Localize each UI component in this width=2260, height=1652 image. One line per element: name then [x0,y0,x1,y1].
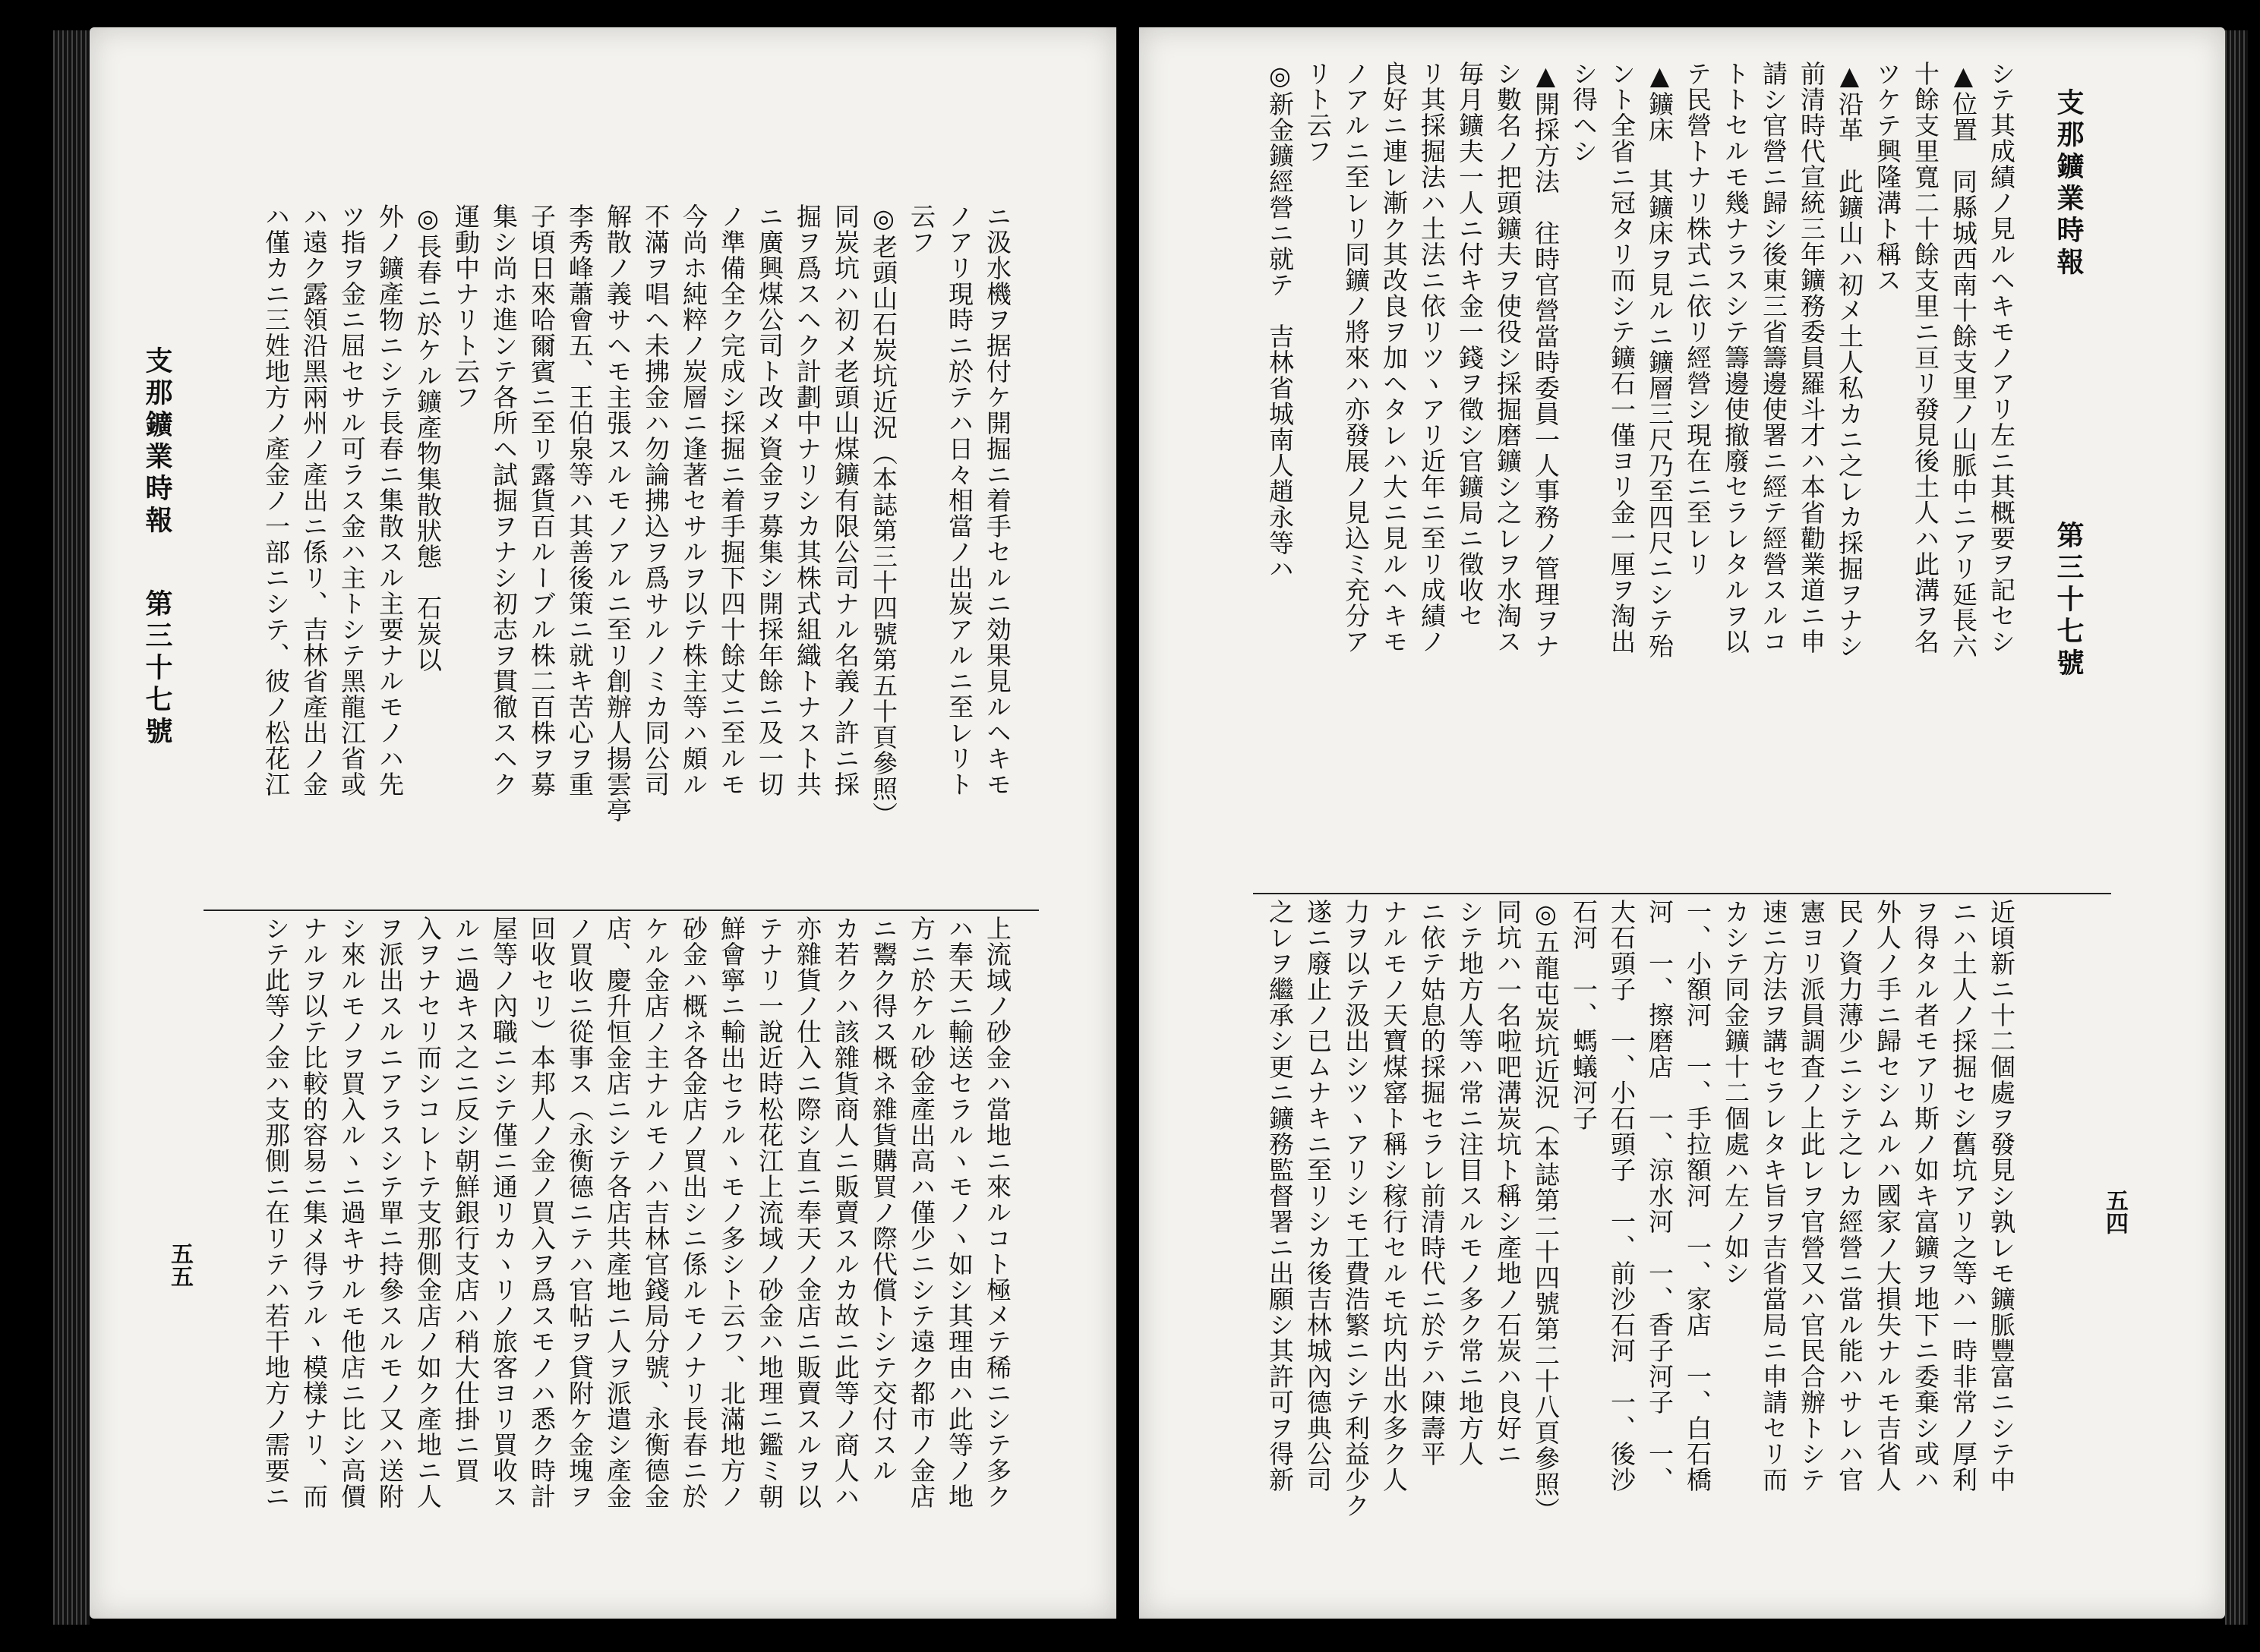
left-page [90,27,1116,1619]
page-number-right: 五四 [2101,1189,2128,1234]
right-lower-text: 近頃新ニ十二個處ヲ發見シ孰レモ鑛脈豐富ニシテ中 ニハ土人ノ採掘セシ舊坑アリ之等ハ一時非常ノ厚利 ヲ得タル者モアリ斯ノ如キ富鑛ヲ地下ニ委棄シ或ハ 外人ノ手ニ歸セシムルハ國家ノ大損失ナルモ吉省人 民ノ資力薄少ニシテ之レカ經營ニ當ル能ハサレハ官 憲ヨリ派員調査ノ上此レヲ官營又ハ官民合辦トシテ 速ニ方法ヲ講セラレタキ旨ヲ吉省當局ニ申請セリ而 カシテ同金鑛十二個處ハ左ノ如シ 一、小額河 一、手拉額河 一、家店 一、白石橋 河 一、擦磨店 一、涼水河 一、香子河子 一、 大石頭子 一、小石頭子 一、前沙石河 一、後沙 石河 一、螞蟻河子 ◎五龍屯炭坑近況（本誌第二十四號第二十八頁參照） 同坑ハ一名啦吧溝炭坑ト稱シ產地ノ石炭ハ良好ニ シテ地方人等ハ常ニ注目スルモノ多ク常ニ地方人 ニ依テ姑息的採掘セラレ前清時代ニ於テハ陳壽平 ナルモノ天寶煤窰ト稱シ稼行セルモ坑内出水多ク人 力ヲ以テ汲出シツヽアリシモ工費浩繁ニシテ利益少ク 遂ニ廢止ノ已ムナキニ至リシカ後吉林城內德典公司 之レヲ繼承シ更ニ鑛務監督署ニ出願シ其許可ヲ得新 [1265,899,2016,1523]
footer-title: 支那鑛業時報 [141,346,173,538]
right-page [1139,27,2225,1619]
book-edge-left [53,30,90,1625]
page-number-left: 五五 [166,1242,193,1288]
left-upper-text: ニ汲水機ヲ据付ケ開掘ニ着手セルニ効果見ルヘキモ ノアリ現時ニ於テハ日々相當ノ出炭アルニ至レリト 云フ ◎老頭山石炭坑近況（本誌第三十四號第五十頁參照） 同炭坑ハ初メ老頭山煤鑛有限公司ナル名義ノ許ニ採 掘ヲ爲スヘク計劃中ナリシカ其株式組織トナスト共 ニ廣興煤公司ト改メ資金ヲ募集シ開採年餘ニ及一切 ノ準備全ク完成シ採掘ニ着手掘下四十餘丈ニ至ルモ 今尚ホ純粹ノ炭層ニ逢著セサルヲ以テ株主等ハ頗ル 不滿ヲ唱ヘ未拂金ハ勿論拂込ヲ爲サルノミカ同公司 解散ノ義サヘモ主張スルモノアルニ至リ創辦人揚雲亭 李秀峰蕭會五、王伯泉等ハ其善後策ニ就キ苦心ヲ重 子頃日來哈爾賓ニ至リ露貨百ルーブル株二百株ヲ募 集シ尚ホ進ンテ各所ヘ試掘ヲナシ初志ヲ貫徹スヘク 運動中ナリト云フ ◎長春ニ於ケル鑛產物集散狀態 石炭以 外ノ鑛產物ニシテ長春ニ集散スル主要ナルモノハ先 ツ指ヲ金ニ屈セサル可ラス金ハ主トシテ黑龍江省或 ハ遠ク露領沿黑兩州ノ產出ニ係リ、吉林省產出ノ金 ハ僅カニ三姓地方ノ產金ノ一部ニシテ、彼ノ松花江 [261,203,1012,828]
right-page-divider [1253,893,2111,894]
header-title: 支那鑛業時報 [2053,88,2085,279]
book-edge-right [2225,30,2248,1625]
left-lower-text: 上流域ノ砂金ハ當地ニ來ルコト極メテ稀ニシテ多ク ハ奉天ニ輸送セラルヽモノヽ如シ其理由ハ此等ノ地 方ニ於ケル砂金產出高ハ僅少ニシテ遠ク都市ノ金店 ニ鬻ク得ス概ネ雜貨購買ノ際代償トシテ交付スル カ若クハ該雜貨商人ニ販賣スルカ故ニ此等ノ商人ハ 亦雜貨ノ仕入ニ際シ直ニ奉天ノ金店ニ販賣スルヲ以 テナリ一說近時松花江上流域ノ砂金ハ地理ニ鑑ミ朝 鮮會寧ニ輸出セラルヽモノ多シト云フ、北滿地方ノ 砂金ハ概ネ各金店ノ買出シニ係ルモノナリ長春ニ於 ケル金店ノ主ナルモノハ吉林官錢局分號、永衡德金 店、慶升恒金店ニシテ各店共產地ニ人ヲ派遣シ產金 ノ買收ニ從事ス（永衡德ニテハ官帖ヲ貸附ケ金塊ヲ 回收セリ）本邦人ノ金ノ買入ヲ爲スモノハ悉ク時計 屋等ノ內職ニシテ僅ニ通リカヽリノ旅客ヨリ買收ス ルニ過キス之ニ反シ朝鮮銀行支店ハ稍大仕掛ニ買 入ヲナセリ而シコレトテ支那側金店ノ如ク產地ニ人 ヲ派出スルニアラスシテ單ニ持參スルモノ又ハ送附 シ來ルモノヲ買入ルヽニ過キサルモ他店ニ比シ高價 ナルヲ以テ比較的容易ニ集メ得ラルヽ模樣ナリ、而 シテ此等ノ金ハ支那側ニ在リテハ若干地方ノ需要ニ [261,916,1012,1509]
right-upper-text: シテ其成績ノ見ルヘキモノアリ左ニ其概要ヲ記セシ ▲位置 同縣城西南十餘支里ノ山脈中ニアリ延長六 十餘支里寬二十餘支里ニ亘リ發見後土人ハ此溝ヲ名 ツケテ興隆溝ト稱ス ▲沿革 此鑛山ハ初メ土人私カニ之レカ採掘ヲナシ 前清時代宣統三年鑛務委員羅斗才ハ本省勸業道ニ申 請シ官營ニ歸シ後東三省籌邊使署ニ經テ經營スルコ トトセルモ幾ナラスシテ籌邊使撤廢セラレタルヲ以 テ民營トナリ株式ニ依リ經營シ現在ニ至レリ ▲鑛床 其鑛床ヲ見ルニ鑛層三尺乃至四尺ニシテ殆 ント全省ニ冠タリ而シテ鑛石一僅ヨリ金一厘ヲ淘出 シ得ヘシ ▲開採方法 往時官營當時委員一人事務ノ管理ヲナ シ數名ノ把頭鑛夫ヲ使役シ採掘磨鑛シ之レヲ水淘ス 毎月鑛夫一人ニ付キ金一錢ヲ徵シ官鑛局ニ徵收セ リ其採掘法ハ土法ニ依リツヽアリ近年ニ至リ成績ノ 良好ニ連レ漸ク其改良ヲ加ヘタレハ大ニ見ルヘキモ ノアルニ至レリ同鑛ノ將來ハ亦發展ノ見込ミ充分ア リト云フ ◎新金鑛經營ニ就テ 吉林省城南人趙永等ハ [1265,61,2016,659]
footer-issue: 第三十七號 [141,589,173,749]
left-page-divider [204,910,1039,911]
header-issue: 第三十七號 [2053,521,2085,680]
book-gutter [1116,15,1139,1637]
